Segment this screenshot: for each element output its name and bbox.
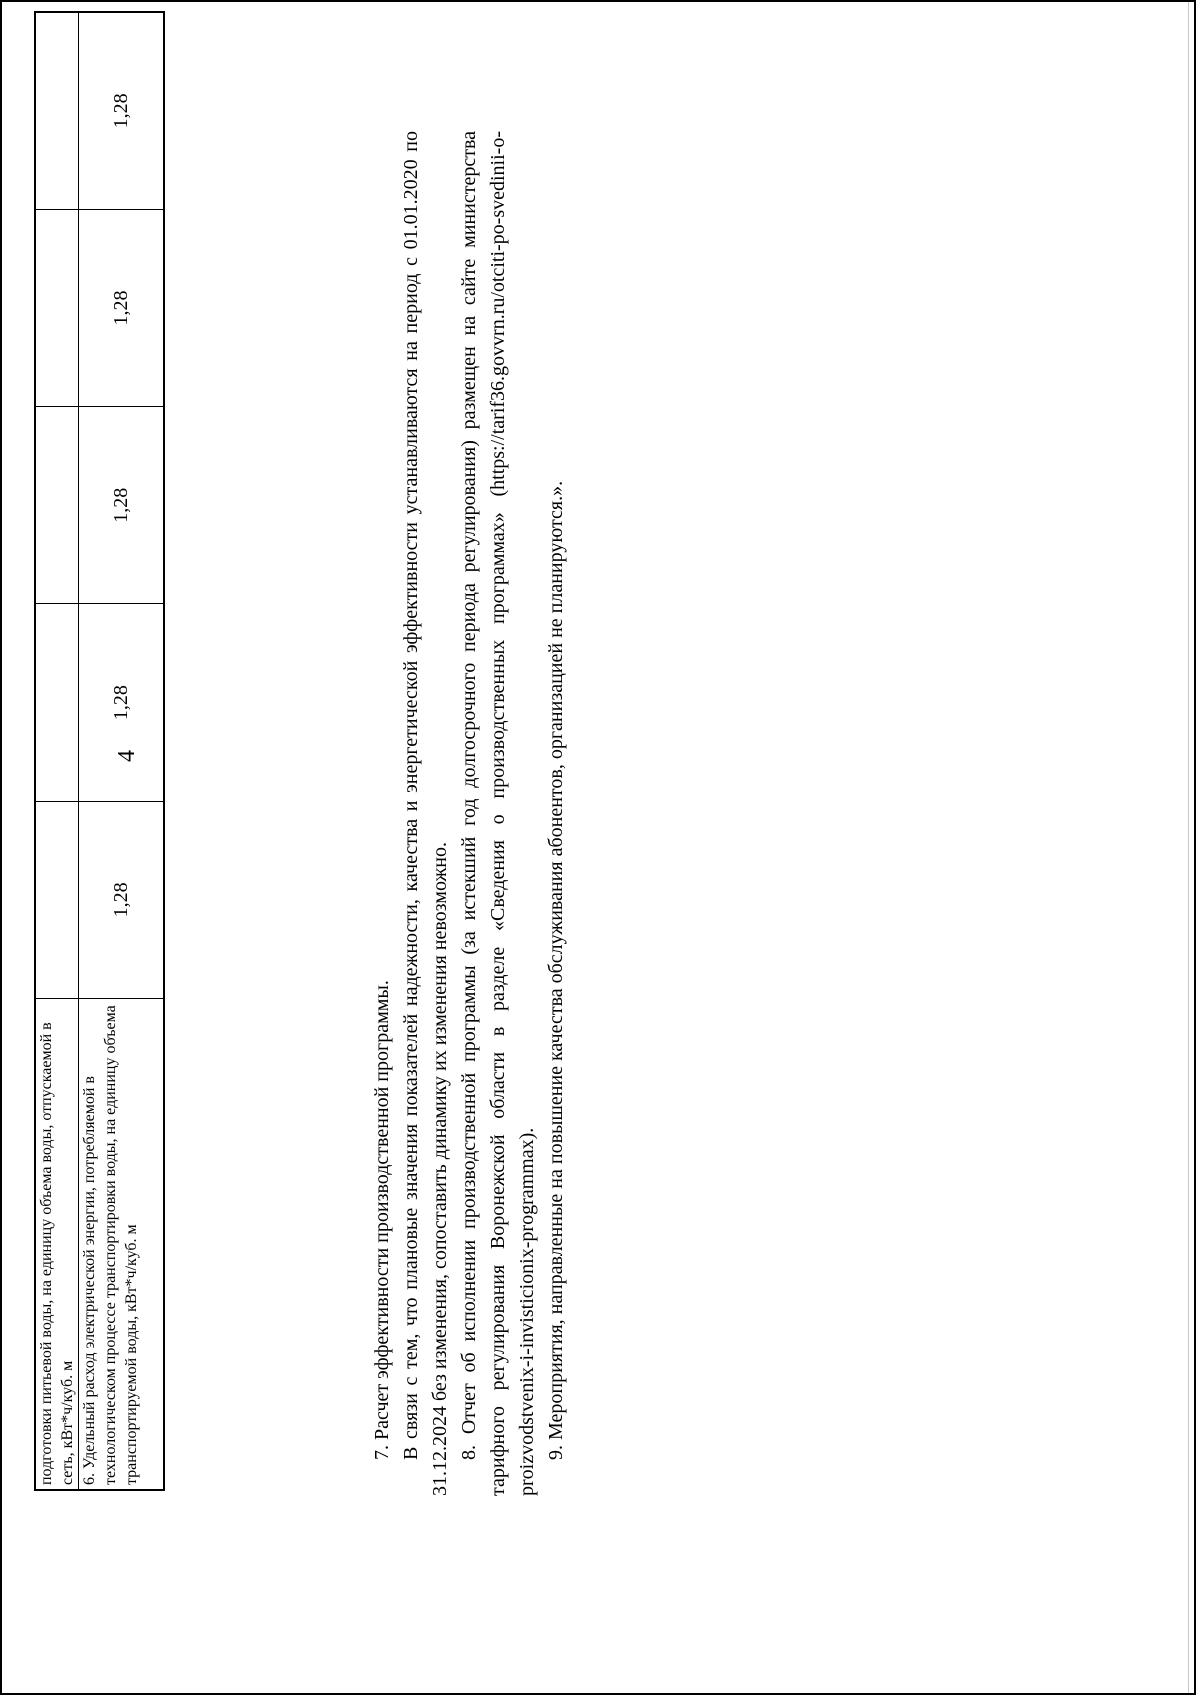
indicator-label: 6. Удельный расход электрической энергии, потребляемой в технологическом процессе транспортировки воды, на единицу объема транспортируемой воды, кВт*ч/куб. м	[79, 999, 165, 1491]
paragraph-section-8: 8. Отчет об исполнении производственной программы (за истекший год долгосрочного периода регулирования) размещен на сайте министерства тарифного регулирования Воронежской области в разделе «Сведения о производственных программах» (https://tarif36.govvrn.ru/otciti-po-svedinii-o-proizvodstvenix-i-invisticionix-programmax).	[458, 131, 538, 1496]
indicator-value: 1,28	[79, 12, 165, 209]
table-row	[35, 12, 79, 1490]
rotated-page-content	[2, 2, 1200, 1701]
paragraph-section-7: 7. Расчет эффективности производственной программы.	[371, 980, 393, 1460]
indicator-label: подготовки питьевой воды, на единицу объема воды, отпускаемой в сеть, кВт*ч/куб. м	[35, 999, 79, 1491]
indicator-value	[35, 209, 79, 406]
indicator-value: 1,28	[79, 604, 165, 801]
document-body	[368, 131, 571, 1496]
indicator-value	[35, 801, 79, 998]
paragraph-efficiency: В связи с тем, что плановые значения показателей надежности, качества и энергетической эффективности устанавливаются на период с 01.01.2020 по 31.12.2024 без изменения, сопоставить динамику их изменения невозможно.	[400, 131, 451, 1496]
indicator-value: 1,28	[79, 209, 165, 406]
page-number: 4	[114, 750, 140, 762]
indicator-value	[35, 12, 79, 209]
indicator-value: 1,28	[79, 801, 165, 998]
indicator-value: 1,28	[79, 407, 165, 604]
paragraph-section-9: 9. Мероприятия, направленные на повышение качества обслуживания абонентов, организацией не планируются.».	[545, 480, 567, 1460]
indicator-value	[35, 407, 79, 604]
indicator-value	[35, 604, 79, 801]
indicators-table	[34, 11, 165, 1491]
table-row	[79, 12, 165, 1490]
